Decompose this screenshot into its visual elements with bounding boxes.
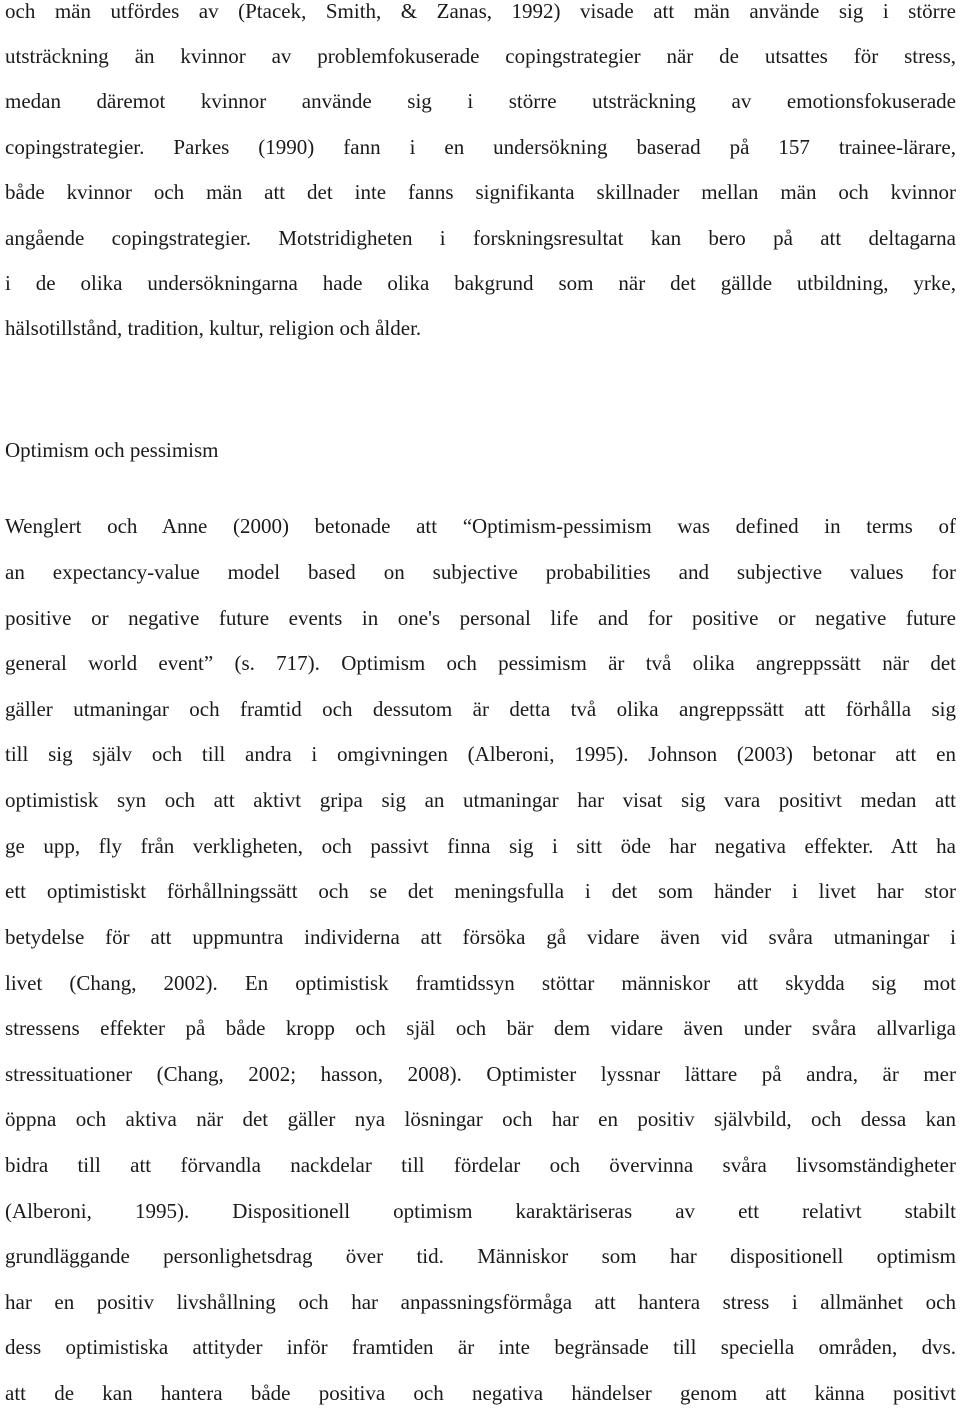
text-line: stressituationer (Chang, 2002; hasson, 2008). Optimister lyssnar lättare på andra, är mer	[5, 1062, 956, 1086]
text-line: ge upp, fly från verkligheten, och passivt finna sig i sitt öde har negativa effekter. Att ha	[5, 834, 956, 858]
text-line: öppna och aktiva när det gäller nya lösningar och har en positiv självbild, och dessa kan	[5, 1107, 956, 1131]
text-line: utsträckning än kvinnor av problemfokuserade copingstrategier när de utsattes för stress,	[5, 44, 956, 68]
text-line: har en positiv livshållning och har anpassningsförmåga att hantera stress i allmänhet och	[5, 1290, 956, 1314]
text-line: och män utfördes av (Ptacek, Smith, & Zanas, 1992) visade att män använde sig i större	[5, 0, 956, 23]
section-heading: Optimism och pessimism	[5, 438, 219, 462]
text-line: optimistisk syn och att aktivt gripa sig an utmaningar har visat sig vara positivt medan att	[5, 788, 956, 812]
text-line: general world event” (s. 717). Optimism och pessimism är två olika angreppssätt när det	[5, 651, 956, 675]
text-line: (Alberoni, 1995). Dispositionell optimism karaktäriseras av ett relativt stabilt	[5, 1199, 956, 1223]
text-line: betydelse för att uppmuntra individerna att försöka gå vidare även vid svåra utmaningar i	[5, 925, 956, 949]
text-line: både kvinnor och män att det inte fanns signifikanta skillnader mellan män och kvinnor	[5, 180, 956, 204]
text-line: i de olika undersökningarna hade olika bakgrund som när det gällde utbildning, yrke,	[5, 271, 956, 295]
text-line: copingstrategier. Parkes (1990) fann i en undersökning baserad på 157 trainee-lärare,	[5, 135, 956, 159]
text-line: till sig själv och till andra i omgivningen (Alberoni, 1995). Johnson (2003) betonar att en	[5, 742, 956, 766]
text-line: ett optimistiskt förhållningssätt och se det meningsfulla i det som händer i livet har stor	[5, 879, 956, 903]
text-line: hälsotillstånd, tradition, kultur, religion och ålder.	[5, 316, 422, 340]
text-line: positive or negative future events in one's personal life and for positive or negative future	[5, 606, 956, 630]
text-line: angående copingstrategier. Motstridigheten i forskningsresultat kan bero på att deltagarna	[5, 226, 956, 250]
text-line: livet (Chang, 2002). En optimistisk framtidssyn stöttar människor att skydda sig mot	[5, 971, 956, 995]
text-line: stressens effekter på både kropp och själ och bär dem vidare även under svåra allvarliga	[5, 1016, 956, 1040]
text-line: medan däremot kvinnor använde sig i större utsträckning av emotionsfokuserade	[5, 89, 956, 113]
text-line: dess optimistiska attityder inför framtiden är inte begränsade till speciella områden, dvs.	[5, 1335, 956, 1359]
text-line: gäller utmaningar och framtid och dessutom är detta två olika angreppssätt att förhålla sig	[5, 697, 956, 721]
text-line: an expectancy-value model based on subjective probabilities and subjective values for	[5, 560, 956, 584]
text-line: att de kan hantera både positiva och negativa händelser genom att känna positivt	[5, 1381, 956, 1405]
text-line: grundläggande personlighetsdrag över tid. Människor som har dispositionell optimism	[5, 1244, 956, 1268]
text-line: bidra till att förvandla nackdelar till fördelar och övervinna svåra livsomständigheter	[5, 1153, 956, 1177]
text-line: Wenglert och Anne (2000) betonade att “Optimism-pessimism was defined in terms of	[5, 514, 956, 538]
